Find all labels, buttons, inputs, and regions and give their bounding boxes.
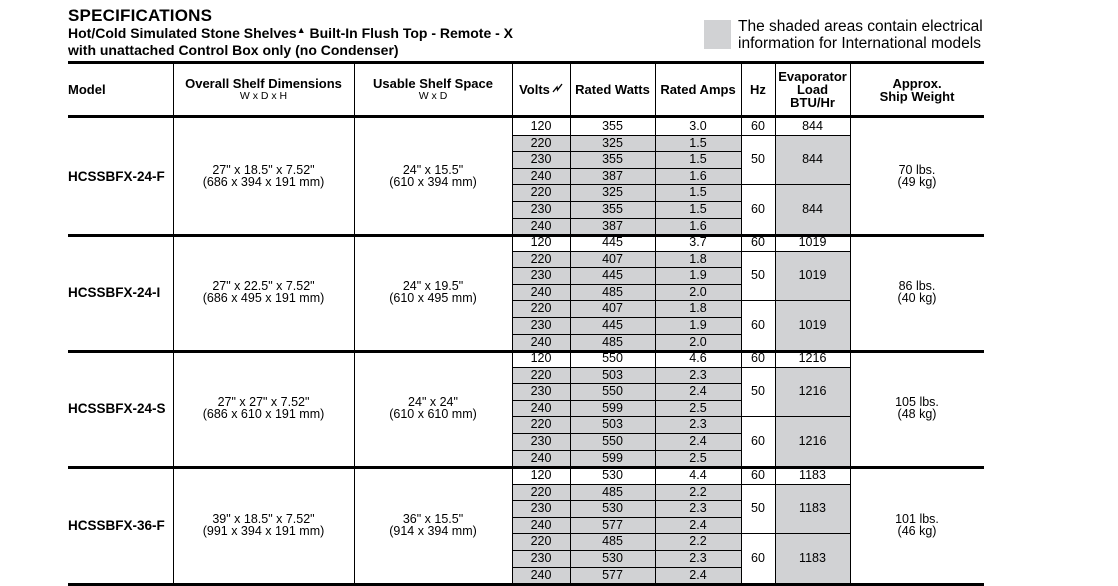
overall-inches: 27" x 18.5" x 7.52"	[212, 163, 315, 178]
usable-space	[354, 350, 512, 466]
volts-cell: 220	[530, 484, 552, 499]
amps-cell: 3.0	[689, 119, 707, 133]
amps-cell: 2.3	[689, 551, 707, 565]
weight-lbs: 105 lbs.	[895, 395, 939, 410]
hz-cell: 60	[751, 434, 765, 449]
weight-kg: (40 kg)	[897, 291, 937, 306]
watts-cell: 387	[602, 168, 623, 183]
header-column-divider	[775, 64, 776, 115]
header-watts	[570, 64, 655, 115]
model-name: HCSSBFX-24-S	[68, 400, 166, 416]
usable-mm: (610 x 610 mm)	[389, 407, 477, 422]
subtitle-line-2: with unattached Control Box only (no Condenser)	[68, 42, 399, 58]
volts-cell: 230	[530, 384, 552, 399]
watts-cell: 599	[602, 450, 623, 465]
shade-legend-swatch	[704, 20, 731, 49]
header-column-divider	[512, 64, 513, 115]
weight-lbs: 70 lbs.	[898, 163, 936, 178]
watts-cell: 550	[602, 384, 623, 399]
usable-space	[354, 118, 512, 234]
shade-legend-text: The shaded areas contain electrical information for International models	[738, 18, 983, 52]
amps-cell: 2.5	[689, 400, 707, 415]
header-model	[68, 64, 173, 115]
hz-cell: 60	[751, 318, 765, 333]
watts-cell: 445	[602, 235, 623, 249]
watts-cell: 485	[602, 284, 623, 299]
header-column-divider	[741, 64, 742, 115]
header-hz	[741, 64, 775, 115]
volts-cell: 120	[530, 235, 552, 249]
overall-mm: (686 x 610 x 191 mm)	[202, 407, 325, 422]
amps-cell: 2.0	[689, 284, 707, 299]
header-volts-label: Volts	[519, 82, 550, 97]
watts-cell: 325	[602, 185, 623, 200]
hz-cell: 60	[751, 468, 765, 483]
volts-cell: 230	[530, 551, 552, 565]
watts-cell: 577	[602, 517, 623, 532]
amps-cell: 2.3	[689, 417, 707, 432]
overall-mm: (991 x 394 x 191 mm)	[202, 524, 325, 539]
watts-cell: 577	[602, 567, 623, 582]
volts-cell: 220	[530, 301, 552, 316]
amps-cell: 3.7	[689, 235, 707, 249]
header-overall-label: Overall Shelf Dimensions	[185, 75, 342, 91]
usable-space	[354, 234, 512, 350]
ship-weight	[850, 234, 984, 350]
watts-cell: 387	[602, 218, 623, 233]
volts-cell: 240	[530, 218, 552, 233]
volts-cell: 240	[530, 567, 552, 582]
volts-cell: 240	[530, 168, 552, 183]
hz-cell: 50	[751, 152, 765, 167]
evap-load-cell: 1019	[798, 235, 827, 250]
header-column-divider	[655, 64, 656, 115]
watts-cell: 355	[602, 119, 623, 133]
usable-mm: (610 x 394 mm)	[389, 175, 477, 190]
amps-cell: 1.6	[689, 218, 707, 233]
volts-cell: 120	[530, 468, 552, 482]
ship-weight	[850, 350, 984, 466]
header-column-divider	[570, 64, 571, 115]
volts-cell: 230	[530, 202, 552, 216]
amps-cell: 4.4	[689, 468, 707, 482]
evap-load-cell: 1019	[798, 318, 827, 333]
watts-cell: 530	[602, 551, 623, 565]
watts-cell: 503	[602, 367, 623, 382]
evap-load-cell: 1183	[799, 501, 826, 516]
watts-cell: 550	[602, 351, 623, 365]
header-overall-units: W x D x H	[239, 89, 288, 102]
weight-kg: (49 kg)	[897, 175, 937, 190]
watts-cell: 485	[602, 484, 623, 499]
amps-cell: 2.5	[689, 450, 707, 465]
hz-cell: 60	[751, 119, 765, 134]
volts-cell: 220	[530, 417, 552, 432]
header-evap	[775, 64, 850, 115]
amps-cell: 1.6	[689, 168, 707, 183]
usable-inches: 24" x 15.5"	[402, 163, 464, 178]
amps-cell: 2.4	[689, 567, 707, 582]
overall-mm: (686 x 394 x 191 mm)	[202, 175, 325, 190]
hz-cell: 60	[751, 351, 765, 366]
volts-cell: 220	[530, 367, 552, 382]
watts-cell: 530	[602, 468, 623, 482]
volts-cell: 220	[530, 251, 552, 266]
amps-cell: 2.0	[689, 334, 707, 349]
usable-inches: 24" x 19.5"	[402, 279, 464, 294]
watts-cell: 485	[602, 534, 623, 549]
volts-cell: 230	[530, 501, 552, 516]
evap-load-cell: 1019	[798, 268, 827, 283]
volts-cell: 220	[530, 534, 552, 549]
hz-cell: 50	[751, 268, 765, 283]
amps-cell: 2.4	[689, 517, 707, 532]
overall-dimensions	[173, 234, 354, 350]
watts-cell: 355	[602, 202, 623, 216]
header-usable-units: W x D	[418, 89, 448, 102]
weight-kg: (48 kg)	[897, 407, 937, 422]
watts-cell: 407	[602, 301, 623, 316]
subtitle-product: Hot/Cold Simulated Stone Shelves	[68, 25, 297, 41]
header-volts	[512, 64, 570, 115]
usable-inches: 36" x 15.5"	[402, 512, 464, 527]
volts-cell: 220	[530, 185, 552, 200]
header-weight	[850, 64, 984, 115]
watts-cell: 530	[602, 501, 623, 516]
amps-cell: 1.9	[689, 268, 707, 283]
amps-cell: 2.2	[689, 534, 707, 549]
volts-cell: 120	[530, 119, 552, 133]
hz-cell: 60	[751, 202, 765, 217]
weight-lbs: 86 lbs.	[898, 279, 936, 294]
usable-mm: (610 x 495 mm)	[389, 291, 477, 306]
overall-inches: 27" x 27" x 7.52"	[217, 395, 310, 410]
amps-cell: 1.8	[689, 301, 707, 316]
subtitle-line-1	[68, 25, 513, 43]
volts-cell: 230	[530, 152, 552, 167]
header-overall	[173, 64, 354, 115]
volts-cell: 240	[530, 517, 552, 532]
watts-cell: 355	[602, 152, 623, 167]
watts-cell: 445	[602, 268, 623, 283]
volts-cell: 240	[530, 400, 552, 415]
amps-cell: 1.5	[689, 135, 707, 150]
evap-load-cell: 1216	[798, 384, 827, 399]
amps-cell: 1.5	[689, 185, 707, 200]
watts-cell: 503	[602, 417, 623, 432]
overall-dimensions	[173, 467, 354, 583]
model-name: HCSSBFX-36-F	[68, 517, 165, 533]
hz-cell: 60	[751, 551, 765, 566]
ship-weight	[850, 118, 984, 234]
ship-weight	[850, 467, 984, 583]
amps-cell: 2.3	[689, 367, 707, 382]
watts-cell: 599	[602, 400, 623, 415]
volts-cell: 240	[530, 450, 552, 465]
header-amps	[655, 64, 741, 115]
header-evap-label: Evaporator Load BTU/Hr	[778, 69, 847, 110]
evap-load-cell: 1216	[798, 434, 827, 449]
header-usable	[354, 64, 512, 115]
volts-cell: 240	[530, 284, 552, 299]
watts-cell: 325	[602, 135, 623, 150]
evap-load-cell: 844	[802, 152, 823, 167]
header-watts-label: Rated Watts	[575, 82, 650, 97]
evap-load-cell: 1183	[799, 551, 826, 566]
header-column-divider	[173, 64, 174, 115]
header-column-divider	[850, 64, 851, 115]
usable-mm: (914 x 394 mm)	[389, 524, 477, 539]
volts-cell: 230	[530, 318, 552, 332]
overall-dimensions	[173, 350, 354, 466]
amps-cell: 1.8	[689, 251, 707, 266]
volts-lightning-icon	[552, 83, 563, 96]
model-name: HCSSBFX-24-I	[68, 284, 161, 300]
triangle-note-icon: ▲	[296, 25, 306, 35]
weight-kg: (46 kg)	[897, 524, 937, 539]
amps-cell: 4.6	[689, 351, 707, 365]
weight-lbs: 101 lbs.	[895, 512, 939, 527]
amps-cell: 1.9	[689, 318, 707, 332]
watts-cell: 407	[602, 251, 623, 266]
subtitle-config: Built-In Flush Top - Remote - X	[305, 25, 514, 41]
header-hz-label: Hz	[750, 82, 766, 97]
watts-cell: 485	[602, 334, 623, 349]
header-model-label: Model	[68, 82, 106, 97]
amps-cell: 1.5	[689, 152, 707, 167]
amps-cell: 2.4	[689, 434, 707, 448]
volts-cell: 120	[530, 351, 552, 365]
volts-cell: 230	[530, 268, 552, 283]
page-title: SPECIFICATIONS	[68, 6, 213, 25]
header-amps-label: Rated Amps	[660, 82, 736, 97]
hz-cell: 60	[751, 235, 765, 250]
evap-load-cell: 1183	[799, 468, 826, 483]
amps-cell: 1.5	[689, 202, 707, 216]
header-weight-label: Approx. Ship Weight	[879, 75, 955, 104]
watts-cell: 550	[602, 434, 623, 448]
header-usable-label: Usable Shelf Space	[373, 75, 493, 91]
amps-cell: 2.4	[689, 384, 707, 399]
overall-dimensions	[173, 118, 354, 234]
header-column-divider	[354, 64, 355, 115]
hz-cell: 50	[751, 501, 765, 516]
volts-cell: 220	[530, 135, 552, 150]
hz-cell: 50	[751, 384, 765, 399]
volts-cell: 230	[530, 434, 552, 448]
volts-cell: 240	[530, 334, 552, 349]
overall-inches: 39" x 18.5" x 7.52"	[212, 512, 315, 527]
amps-cell: 2.3	[689, 501, 707, 516]
usable-space	[354, 467, 512, 583]
overall-inches: 27" x 22.5" x 7.52"	[212, 279, 315, 294]
watts-cell: 445	[602, 318, 623, 332]
evap-load-cell: 844	[802, 202, 823, 217]
model-name: HCSSBFX-24-F	[68, 168, 165, 184]
evap-load-cell: 1216	[798, 351, 827, 366]
usable-inches: 24" x 24"	[408, 395, 458, 410]
overall-mm: (686 x 495 x 191 mm)	[202, 291, 325, 306]
evap-load-cell: 844	[802, 119, 823, 134]
amps-cell: 2.2	[689, 484, 707, 499]
